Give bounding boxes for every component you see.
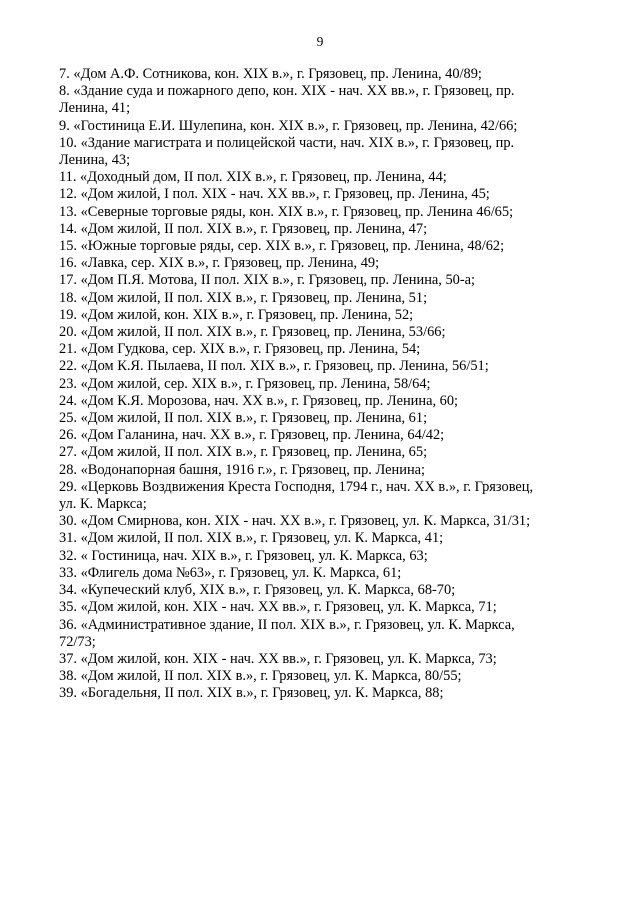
list-item-line: 28. «Водонапорная башня, 1916 г.», г. Грязовец, пр. Ленина; (59, 461, 426, 478)
list-item (59, 513, 581, 530)
list-item (59, 83, 581, 117)
list-item (59, 118, 581, 135)
list-item-line: 7. «Дом А.Ф. Сотникова, кон. XIX в.», г. Грязовец, пр. Ленина, 40/89; (59, 66, 482, 82)
list-item-line: 24. «Дом К.Я. Морозова, нач. XX в.», г. Грязовец, пр. Ленина, 60; (59, 392, 459, 409)
list-item-line: 12. «Дом жилой, I пол. XIX - нач. XX вв.», г. Грязовец, пр. Ленина, 45; (59, 186, 490, 203)
list-item-line: 26. «Дом Галанина, нач. XX в.», г. Грязовец, пр. Ленина, 64/42; (59, 427, 445, 444)
list-item (59, 169, 581, 186)
list-item (59, 307, 581, 324)
list-item (59, 221, 581, 238)
list-item-line: 25. «Дом жилой, II пол. XIX в.», г. Грязовец, пр. Ленина, 61; (59, 410, 428, 427)
list-item (59, 462, 581, 479)
list-item (59, 238, 581, 255)
list-item-line: 29. «Церковь Воздвижения Креста Господня, 1794 г., нач. XX в.», г. Грязовец, (59, 478, 534, 495)
list-item-line: 30. «Дом Смирнова, кон. XIX - нач. XX в.», г. Грязовец, ул. К. Маркса, 31/31; (59, 513, 531, 530)
list-item-line: 18. «Дом жилой, II пол. XIX в.», г. Грязовец, пр. Ленина, 51; (59, 289, 428, 306)
list-item-line: 38. «Дом жилой, II пол. XIX в.», г. Грязовец, ул. К. Маркса, 80/55; (59, 668, 462, 685)
list-item-line: 9. «Гостиница Е.И. Шулепина, кон. XIX в.», г. Грязовец, пр. Ленина, 42/66; (59, 117, 518, 134)
list-item-line: 35. «Дом жилой, кон. XIX - нач. XX вв.», г. Грязовец, ул. К. Маркса, 71; (59, 599, 497, 616)
list-item-line: 19. «Дом жилой, кон. XIX в.», г. Грязовец, пр. Ленина, 52; (59, 306, 414, 323)
list-item (59, 685, 581, 702)
list-item (59, 617, 581, 651)
list-item (59, 135, 581, 169)
list-item-line: 31. «Дом жилой, II пол. XIX в.», г. Грязовец, ул. К. Маркса, 41; (59, 530, 444, 547)
list-item-line: 16. «Лавка, сер. XIX в.», г. Грязовец, пр. Ленина, 49; (59, 255, 380, 272)
list-item-line: 10. «Здание магистрата и полицейской части, нач. XIX в.», г. Грязовец, пр. (59, 134, 515, 151)
list-item-line: ул. К. Маркса; (59, 496, 147, 513)
list-item-line: 72/73; (59, 633, 96, 650)
list-item (59, 272, 581, 289)
list-item (59, 204, 581, 221)
list-item (59, 341, 581, 358)
list-item (59, 479, 581, 513)
list-item-line: 34. «Купеческий клуб, XIX в.», г. Грязовец, ул. К. Маркса, 68-70; (59, 582, 456, 599)
list-item-line: 8. «Здание суда и пожарного депо, кон. XIX - нач. XX вв.», г. Грязовец, пр. (59, 83, 515, 100)
list-item-line: 22. «Дом К.Я. Пылаева, II пол. XIX в.», г. Грязовец, пр. Ленина, 56/51; (59, 358, 489, 375)
list-item-line: 33. «Флигель дома №63», г. Грязовец, ул. К. Маркса, 61; (59, 564, 402, 581)
list-item (59, 565, 581, 582)
list-item-line: 11. «Доходный дом, II пол. XIX в.», г. Грязовец, пр. Ленина, 44; (59, 169, 447, 186)
page-number: 9 (316, 34, 324, 49)
list-item (59, 410, 581, 427)
list-item (59, 668, 581, 685)
list-item (59, 66, 581, 83)
list-item (59, 393, 581, 410)
list-item (59, 255, 581, 272)
list-item (59, 548, 581, 565)
list-item-line: 27. «Дом жилой, II пол. XIX в.», г. Грязовец, пр. Ленина, 65; (59, 444, 428, 461)
list-item-line: 17. «Дом П.Я. Мотова, II пол. XIX в.», г. Грязовец, пр. Ленина, 50-а; (59, 272, 476, 289)
list-item (59, 376, 581, 393)
list-item-line: 20. «Дом жилой, II пол. XIX в.», г. Грязовец, пр. Ленина, 53/66; (59, 324, 446, 341)
list-item-line: 14. «Дом жилой, II пол. XIX в.», г. Грязовец, пр. Ленина, 47; (59, 220, 428, 237)
list-item (59, 651, 581, 668)
list-item (59, 530, 581, 547)
list-item-line: 36. «Административное здание, II пол. XIX в.», г. Грязовец, ул. К. Маркса, (59, 616, 515, 633)
list-item-line: Ленина, 41; (59, 100, 131, 117)
list-item-line: 32. « Гостиница, нач. XIX в.», г. Грязовец, ул. К. Маркса, 63; (59, 547, 428, 564)
list-item (59, 358, 581, 375)
list-item-line: 15. «Южные торговые ряды, сер. XIX в.», г. Грязовец, пр. Ленина, 48/62; (59, 238, 505, 255)
list-item (59, 290, 581, 307)
list-item (59, 444, 581, 461)
list-item-line: Ленина, 43; (59, 152, 131, 169)
list-item-line: 13. «Северные торговые ряды, кон. XIX в.», г. Грязовец, пр. Ленина 46/65; (59, 203, 514, 220)
list-item (59, 582, 581, 599)
list-item-line: 21. «Дом Гудкова, сер. XIX в.», г. Грязовец, пр. Ленина, 54; (59, 341, 421, 358)
list-item (59, 324, 581, 341)
list-item-line: 39. «Богадельня, II пол. XIX в.», г. Грязовец, ул. К. Маркса, 88; (59, 685, 444, 702)
list-item-line: 37. «Дом жилой, кон. XIX - нач. XX вв.», г. Грязовец, ул. К. Маркса, 73; (59, 650, 497, 667)
heritage-list (59, 66, 581, 703)
list-item (59, 186, 581, 203)
list-item-line: 23. «Дом жилой, сер. XIX в.», г. Грязовец, пр. Ленина, 58/64; (59, 375, 431, 392)
list-item (59, 599, 581, 616)
list-item (59, 427, 581, 444)
